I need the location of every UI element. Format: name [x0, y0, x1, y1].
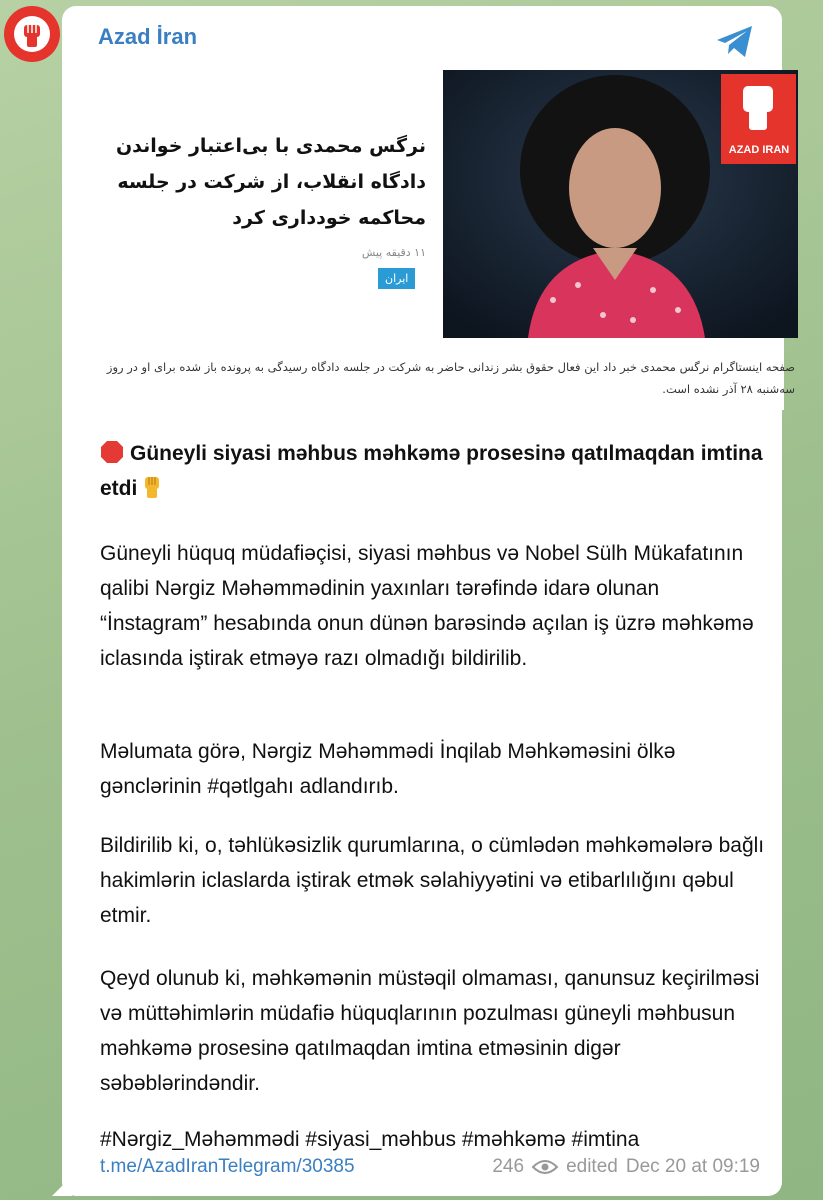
- portrait-illustration: [443, 70, 798, 338]
- news-caption: صفحه اینستاگرام نرگس محمدی خبر داد این فعال حقوق بشر زندانی حاضر به شرکت در جلسه دادگاه رسیدگی به پرونده باز شده برای او در روز سه‌شنبه ۲۸ آذر نشده است.: [106, 360, 795, 396]
- paragraph-4: Qeyd olunub ki, məhkəmənin müstəqil olmaması, qanunsuz keçirilməsi və müttəhimlərin müdafiə hüquqlarının pozulması güneyli məhbusun məhkəmə prosesinə qatılmaqdan imtina etməsinin digər səbəblərindəndir.: [100, 967, 760, 1095]
- news-time: ۱۱ دقیقه پیش: [361, 246, 426, 259]
- title-text: Güneyli siyasi məhbus məhkəmə prosesinə qatılmaqdan imtina etdi: [100, 442, 763, 500]
- message-title: [100, 436, 770, 506]
- news-tag[interactable]: ایران: [378, 268, 415, 289]
- message-date: Dec 20 at 09:19: [625, 1156, 760, 1177]
- edited-label: edited: [566, 1156, 618, 1177]
- paragraph-2: Məlumata görə, Nərgiz Məhəmmədi İnqilab Məhkəməsini ölkə gənclərinin #qətlgahı adlandırıb.: [100, 740, 676, 798]
- news-preview[interactable]: [78, 70, 795, 410]
- fist-icon: [12, 14, 52, 54]
- post-link[interactable]: t.me/AzadIranTelegram/30385: [100, 1156, 355, 1177]
- stop-sign-icon: [100, 440, 124, 464]
- logo-text: AZAD IRAN: [728, 144, 790, 156]
- raised-fist-emoji-icon: [139, 474, 165, 500]
- channel-avatar[interactable]: [4, 6, 60, 62]
- hashtags[interactable]: #Nərgiz_Məhəmmədi #siyasi_məhbus #məhkəmə #imtina: [100, 1128, 640, 1151]
- view-count: 246: [492, 1156, 525, 1177]
- paragraph-3: Bildirilib ki, o, təhlükəsizlik qurumlarına, o cümlədən məhkəmələrə bağlı hakimlərin iclaslarda iştirak etmək səlahiyyətini və etibarlılığını qəbul etmir.: [100, 834, 765, 927]
- eye-icon: [532, 1159, 558, 1175]
- news-photo: [443, 70, 798, 338]
- message-meta: [492, 1156, 760, 1178]
- channel-name[interactable]: Azad İran: [98, 24, 198, 49]
- news-headline: نرگس محمدی با بی‌اعتبار خواندن دادگاه انقلاب، از شرکت در جلسه محاکمه خودداری کرد: [115, 135, 426, 229]
- message-bubble: [62, 6, 795, 1196]
- telegram-share-icon[interactable]: [714, 24, 756, 60]
- message-footer: [100, 1156, 760, 1178]
- paragraph-1: Güneyli hüquq müdafiəçisi, siyasi məhbus və Nobel Sülh Mükafatının qalibi Nərgiz Məhəmmədinin yaxınları tərəfində idarə olunan “İnstagram” hesabında onun dünən barəsində açılan iş üzrə məhkəmə iclasında iştirak etməyə razı olmadığı bildirilib.: [100, 542, 754, 670]
